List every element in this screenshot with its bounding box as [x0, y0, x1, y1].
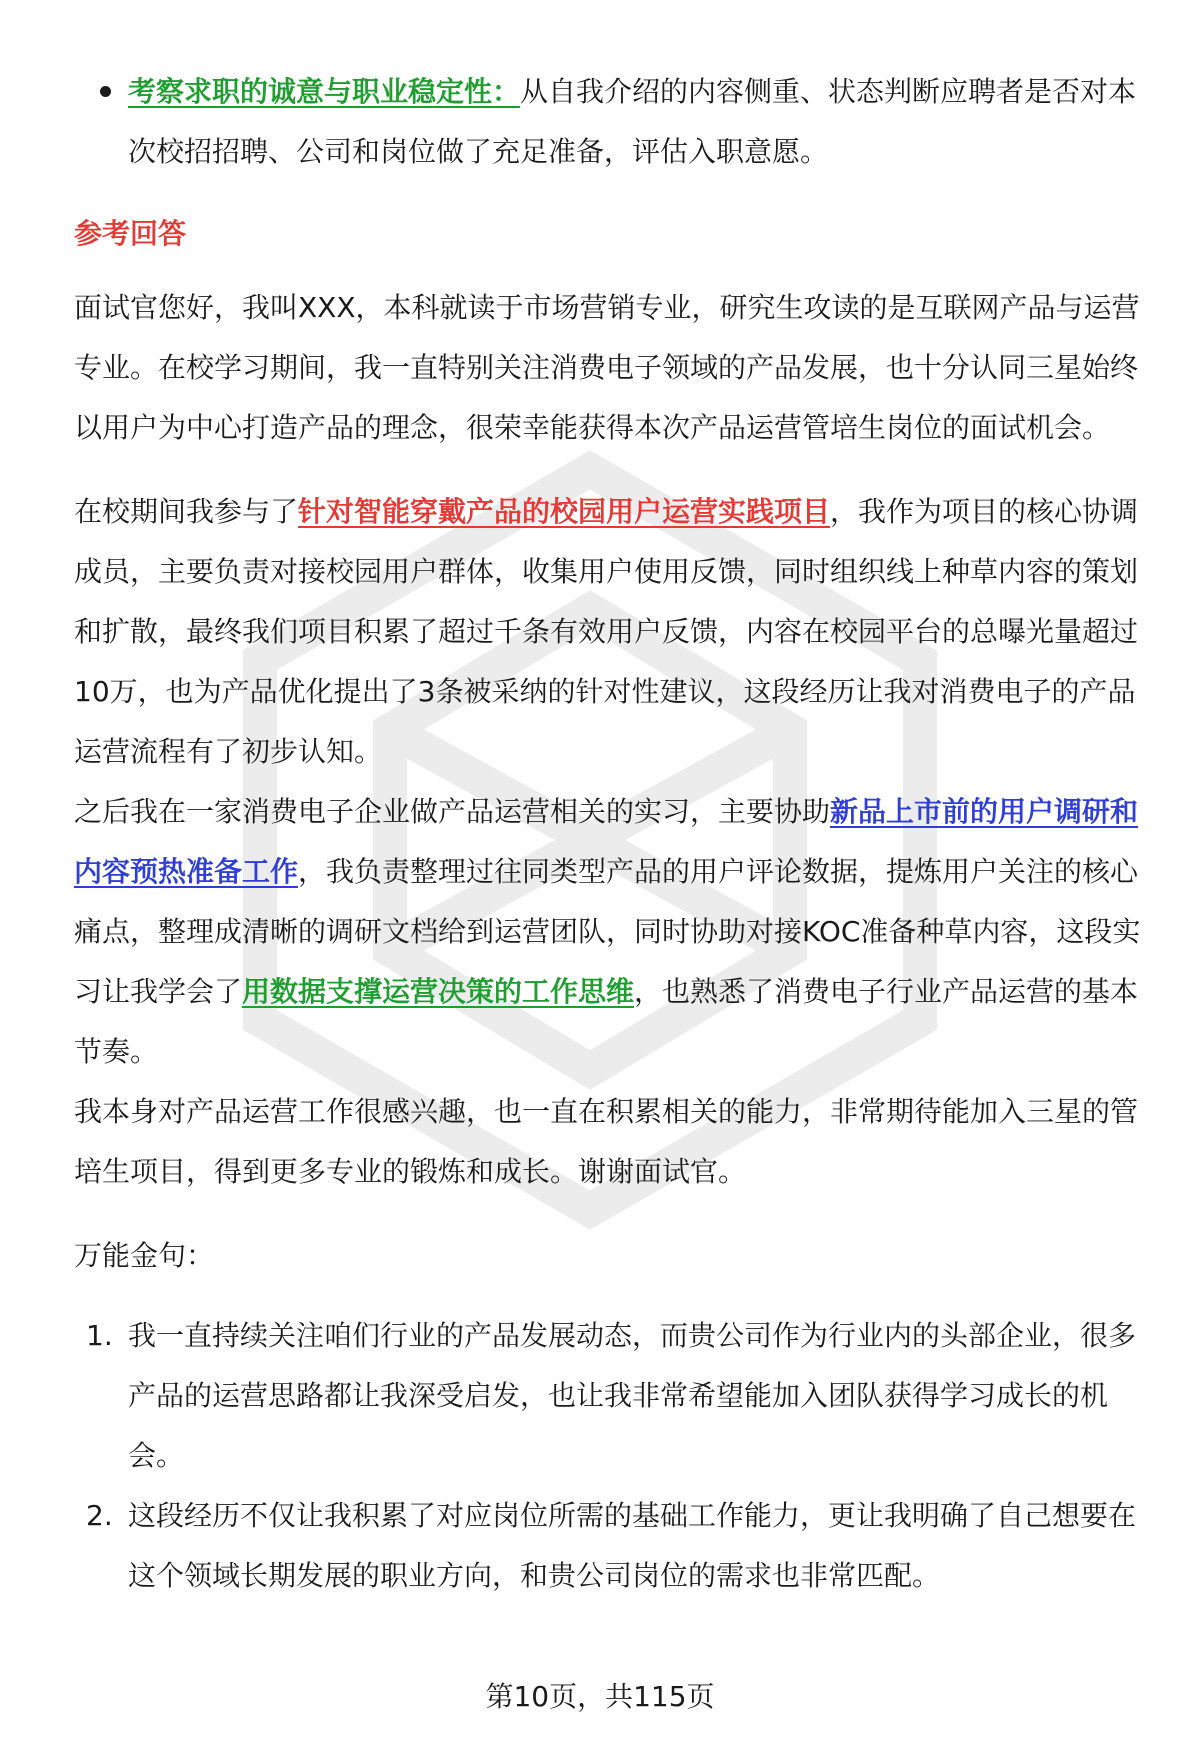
- p3-before: 之后我在一家消费电子企业做产品运营相关的实习，主要协助: [74, 795, 831, 828]
- bullet-text: 从自我介绍的内容侧重、状态判断应聘者是否对本次校招招聘、公司和岗位做了充足准备，评估入职意愿。: [128, 75, 1137, 168]
- page-footer: 第10页，共115页: [485, 1680, 715, 1713]
- bullet-dot-icon: [100, 86, 111, 97]
- answer-heading: 参考回答: [74, 217, 187, 250]
- bullet-highlight: 考察求职的诚意与职业稳定性：: [128, 75, 521, 108]
- bullet-item: [74, 62, 1154, 182]
- p3-middle: ，我负责整理过往同类型产品的用户评论数据，提炼用户关注的核心痛点，整理成清晰的调研文档给到运营团队，同时协助对接KOC准备种草内容，这段实习让我学会了: [74, 855, 1141, 1008]
- p2-highlight: 针对智能穿戴产品的校园用户运营实践项目: [298, 495, 831, 528]
- list-item-text: 这段经历不仅让我积累了对应岗位所需的基础工作能力，更让我明确了自己想要在这个领域长期发展的职业方向，和贵公司岗位的需求也非常匹配。: [128, 1499, 1137, 1592]
- list-item-number: 1.: [86, 1319, 113, 1352]
- golden-sentences-list: [74, 1306, 1154, 1606]
- p3-highlight-blue: 新品上市前的用户调研和内容预热准备工作: [74, 795, 1139, 888]
- list-item: [74, 1486, 1154, 1606]
- p2-before: 在校期间我参与了: [74, 495, 299, 528]
- paragraph-campus-project: [74, 482, 1154, 782]
- p2-after: ，我作为项目的核心协调成员，主要负责对接校园用户群体，收集用户使用反馈，同时组织线上种草内容的策划和扩散，最终我们项目积累了超过千条有效用户反馈，内容在校园平台的总曝光量超过10万，也为产品优化提出了3条被采纳的针对性建议，这段经历让我对消费电子的产品运营流程有了初步认知。: [74, 495, 1139, 768]
- p3-highlight-green: 用数据支撑运营决策的工作思维: [242, 975, 635, 1008]
- paragraph-closing: 我本身对产品运营工作很感兴趣，也一直在积累相关的能力，非常期待能加入三星的管培生项目，得到更多专业的锻炼和成长。谢谢面试官。: [74, 1095, 1139, 1188]
- list-item: [74, 1306, 1154, 1486]
- list-item-text: 我一直持续关注咱们行业的产品发展动态，而贵公司作为行业内的头部企业，很多产品的运营思路都让我深受启发，也让我非常希望能加入团队获得学习成长的机会。: [128, 1319, 1137, 1472]
- p3-after: ，也熟悉了消费电子行业产品运营的基本节奏。: [74, 975, 1139, 1068]
- list-item-number: 2.: [86, 1499, 113, 1532]
- document-content: [74, 62, 1154, 1606]
- paragraph-intro: 面试官您好，我叫XXX，本科就读于市场营销专业，研究生攻读的是互联网产品与运营专业。在校学习期间，我一直特别关注消费电子领域的产品发展，也十分认同三星始终以用户为中心打造产品的理念，很荣幸能获得本次产品运营管培生岗位的面试机会。: [74, 291, 1140, 444]
- golden-sentences-label: 万能金句：: [74, 1239, 215, 1272]
- paragraph-internship: [74, 782, 1154, 1082]
